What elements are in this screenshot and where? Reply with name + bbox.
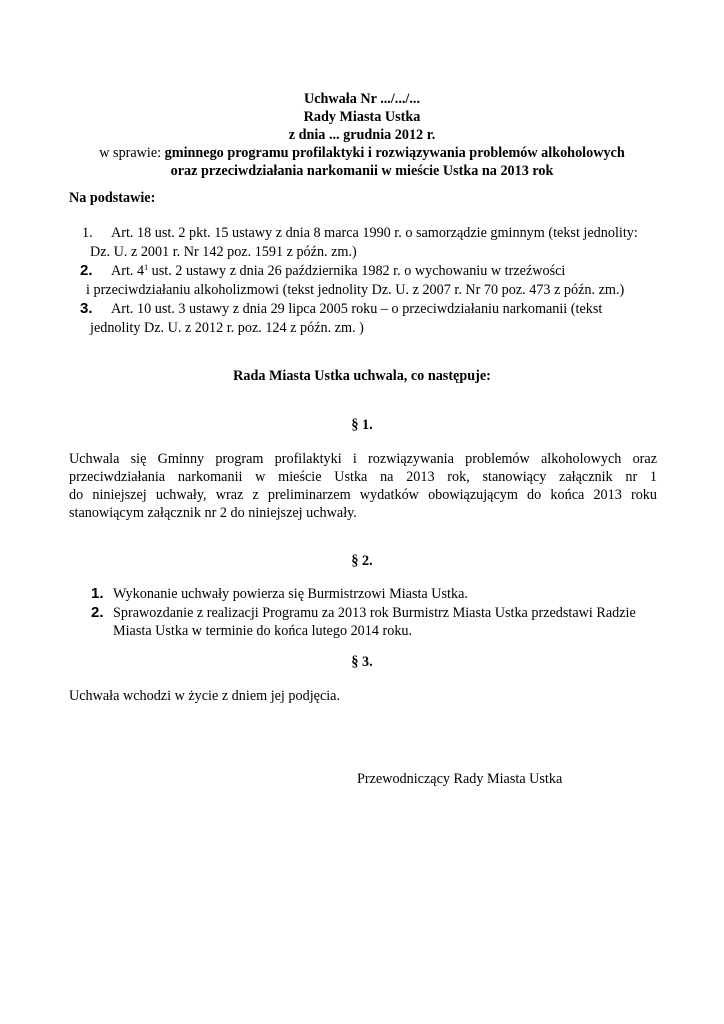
basis-item-2-text-continued: i przeciwdziałaniu alkoholizmowi (tekst jednolity Dz. U. z 2007 r. Nr 70 poz. 473 z późn. zm.)	[86, 282, 625, 298]
resolution-header	[0, 90, 724, 180]
basis-heading: Na podstawie:	[69, 190, 156, 206]
resolution-subject	[0, 144, 724, 162]
basis-item-3-text-continued: jednolity Dz. U. z 2012 r. poz. 124 z późn. zm. )	[90, 320, 364, 336]
resolution-date: z dnia ... grudnia 2012 r.	[288, 127, 436, 143]
section-1-line: stanowiącym załącznik nr 2 do niniejszej uchwały.	[69, 505, 357, 521]
section-2-title: § 2.	[351, 553, 373, 569]
subject-title-continued: oraz przeciwdziałania narkomanii w mieście Ustka na 2013 rok	[170, 163, 554, 179]
section-1-line: Uchwala się Gminny program profilaktyki i rozwiązywania problemów alkoholowych oraz	[69, 451, 657, 467]
section-1-line: do niniejszej uchwały, wraz z preliminarzem wydatków obowiązującym do końca 2013 roku	[69, 487, 657, 503]
basis-item-3-text: Art. 10 ust. 3 ustawy z dnia 29 lipca 2005 roku – o przeciwdziałaniu narkomanii (tekst	[111, 301, 603, 317]
section-1-line: przeciwdziałania narkomanii w mieście Ustka na 2013 rok, stanowiący załącznik nr 1	[69, 469, 657, 485]
council-name: Rady Miasta Ustka	[303, 109, 421, 125]
section-2-item-2-number: 2.	[91, 604, 104, 621]
section-3-body: Uchwała wchodzi w życie z dniem jej podjęcia.	[69, 688, 341, 704]
section-3-title: § 3.	[351, 654, 373, 670]
section-2-item-2-text-continued: Miasta Ustka w terminie do końca lutego 2014 roku.	[113, 623, 413, 639]
section-2-item-1-text: Wykonanie uchwały powierza się Burmistrzowi Miasta Ustka.	[113, 586, 468, 602]
resolution-number: Uchwała Nr .../.../...	[304, 91, 420, 107]
basis-item-1-number: 1.	[82, 225, 93, 241]
basis-item-2-superscript: 1	[144, 263, 149, 272]
section-2-item-2-text: Sprawozdanie z realizacji Programu za 2013 rok Burmistrz Miasta Ustka przedstawi Radzie	[113, 605, 636, 621]
basis-item-2-article: Art. 4	[111, 263, 145, 279]
section-1-title: § 1.	[351, 417, 373, 433]
section-2-item-1-number: 1.	[91, 585, 104, 602]
basis-item-1-text: Art. 18 ust. 2 pkt. 15 ustawy z dnia 8 marca 1990 r. o samorządzie gminnym (tekst jednolity:	[111, 225, 638, 241]
basis-item-2-text	[111, 262, 565, 280]
basis-item-2-rest: ust. 2 ustawy z dnia 26 października 1982 r. o wychowaniu w trzeźwości	[148, 263, 566, 279]
basis-item-2-number: 2.	[80, 262, 93, 279]
subject-prefix: w sprawie:	[99, 145, 165, 161]
basis-item-3-number: 3.	[80, 300, 93, 317]
basis-item-1-text-continued: Dz. U. z 2001 r. Nr 142 poz. 1591 z późn. zm.)	[90, 244, 357, 260]
section-1-body	[69, 450, 657, 522]
subject-title: gminnego programu profilaktyki i rozwiązywania problemów alkoholowych	[164, 145, 625, 161]
resolves-statement: Rada Miasta Ustka uchwala, co następuje:	[233, 368, 491, 384]
signature-line: Przewodniczący Rady Miasta Ustka	[357, 771, 563, 787]
